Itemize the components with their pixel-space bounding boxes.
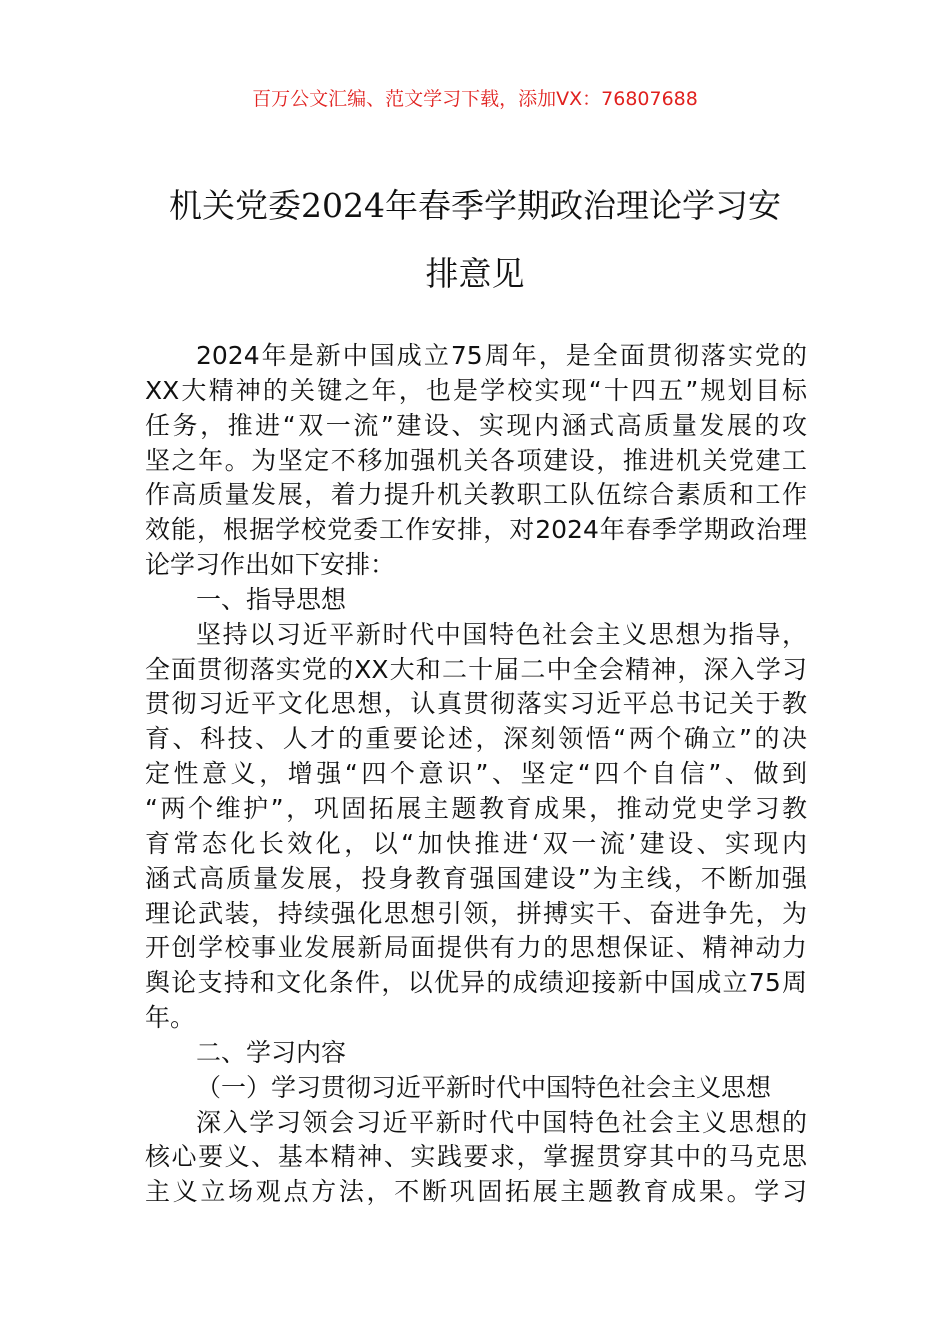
text-line: 2024年是新中国成立75周年，是全面贯彻落实党的 [196, 341, 807, 370]
text-line: 深入学习领会习近平新时代中国特色社会主义思想的 [196, 1107, 807, 1137]
text-line: 育、科技、人才的重要论述，深刻领悟“两个确立”的决 [145, 724, 807, 754]
text-line: “两个维护”，巩固拓展主题教育成果，推动党史学习教 [145, 793, 807, 823]
document-title-line-1: 机关党委2024年春季学期政治理论学习安 [169, 186, 781, 225]
text-line: 全面贯彻落实党的XX大和二十届二中全会精神，深入学习 [145, 654, 807, 684]
text-line: 一、指导思想 [196, 584, 347, 614]
text-line: 理论武装，持续强化思想引领，拼搏实干、奋进争先，为 [145, 898, 807, 928]
document-body [145, 339, 807, 1210]
text-line: 定性意义，增强“四个意识”、坚定“四个自信”、做到 [145, 759, 807, 789]
watermark-banner: 百万公文汇编、范文学习下载，添加VX：76807688 [252, 88, 698, 110]
document-title-line-2: 排意见 [425, 254, 525, 293]
text-line: 舆论支持和文化条件，以优异的成绩迎接新中国成立75周 [145, 968, 807, 998]
text-line: 效能，根据学校党委工作安排，对2024年春季学期政治理 [145, 515, 807, 545]
text-line: 坚持以习近平新时代中国特色社会主义思想为指导， [196, 619, 807, 649]
text-line: 年。 [145, 1003, 196, 1033]
text-line: 作高质量发展，着力提升机关教职工队伍综合素质和工作 [145, 480, 807, 510]
text-line: 育常态化长效化，以“加快推进‘双一流’建设、实现内 [145, 828, 807, 858]
text-line: 二、学习内容 [196, 1037, 347, 1067]
text-line: 主义立场观点方法，不断巩固拓展主题教育成果。学习 [145, 1177, 807, 1207]
text-line: 坚之年。为坚定不移加强机关各项建设，推进机关党建工 [145, 445, 807, 475]
text-line: 核心要义、基本精神、实践要求，掌握贯穿其中的马克思 [145, 1142, 807, 1172]
text-line: XX大精神的关键之年，也是学校实现“十四五”规划目标 [145, 375, 807, 405]
text-line: 开创学校事业发展新局面提供有力的思想保证、精神动力 [145, 933, 807, 963]
text-line: 涵式高质量发展，投身教育强国建设”为主线，不断加强 [145, 863, 807, 893]
text-line: 论学习作出如下安排： [145, 550, 396, 580]
text-line: 任务，推进“双一流”建设、实现内涵式高质量发展的攻 [145, 410, 807, 440]
text-line: （一）学习贯彻习近平新时代中国特色社会主义思想 [196, 1072, 772, 1102]
text-line: 贯彻习近平文化思想，认真贯彻落实习近平总书记关于教 [145, 689, 807, 719]
